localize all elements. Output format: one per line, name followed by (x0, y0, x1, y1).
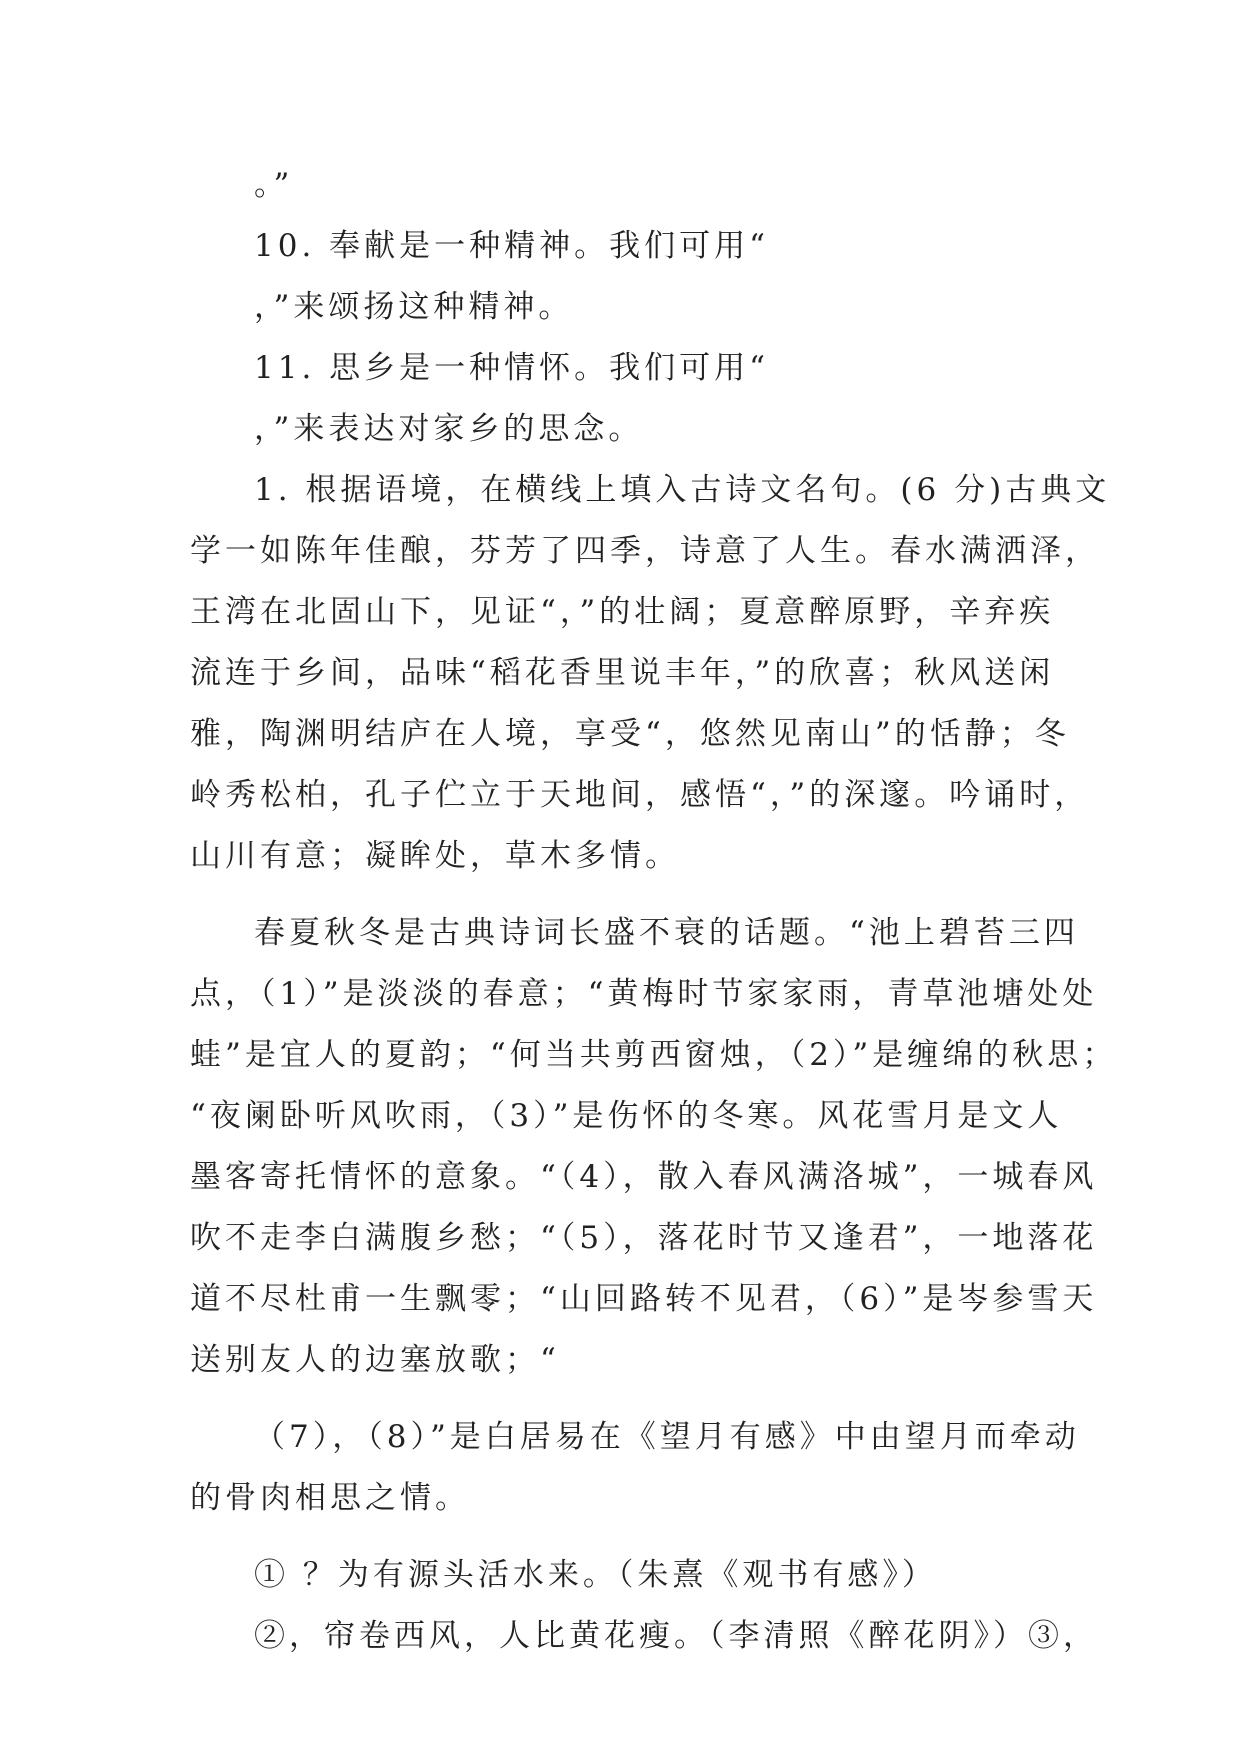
paragraph-gap (190, 1391, 1060, 1407)
text-line: 墨客寄托情怀的意象。“（4），散入春风满洛城”，一城春风 (190, 1159, 1098, 1195)
text-line: 流连于乡间，品味“稻花香里说丰年，”的欣喜；秋风送闲 (190, 655, 1055, 691)
text-line: （7），（8）”是白居易在《望月有感》中由望月而牵动 (254, 1419, 1080, 1455)
item-1-line: ① ？为有源头活水来。（朱熹《观书有感》） (254, 1557, 937, 1593)
text-line: 雅，陶渊明结庐在人境，享受“，悠然见南山”的恬静；冬 (190, 716, 1070, 752)
text-line: 道不尽杜甫一生飘零；“山回路转不见君，（6）”是岑参雪天 (190, 1281, 1098, 1317)
text-line: 。” (254, 167, 294, 203)
question-1-line: 1. 根据语境，在横线上填入古诗文名句。(6 分)古典文 (254, 472, 1111, 508)
text-line: “夜阑卧听风吹雨，（3）”是伤怀的冬寒。风花雪月是文人 (190, 1098, 1063, 1134)
question-10-line: 10. 奉献是一种精神。我们可用“ (254, 228, 770, 264)
text-line: 学一如陈年佳酿，芬芳了四季，诗意了人生。春水满洒泽， (190, 533, 1100, 569)
text-line: 吹不走李白满腹乡愁；“（5），落花时节又逢君”，一地落花 (190, 1220, 1098, 1256)
text-line: 的骨肉相思之情。 (190, 1480, 470, 1516)
paragraph-gap (190, 1529, 1060, 1545)
document-body (190, 155, 1118, 1667)
text-line: ，”来颂扬这种精神。 (254, 289, 574, 325)
text-line: 山川有意；凝眸处，草木多情。 (190, 838, 680, 874)
question-11-line: 11. 思乡是一种情怀。我们可用“ (254, 350, 770, 386)
text-line: ，”来表达对家乡的思念。 (254, 411, 644, 447)
text-line: 送别友人的边塞放歌；“ (190, 1342, 560, 1378)
text-line: 蛙”是宜人的夏韵；“何当共剪西窗烛，（2）”是缠绵的秋思； (190, 1037, 1118, 1073)
text-line: 岭秀松柏，孔子伫立于天地间，感悟“，”的深邃。吟诵时， (190, 777, 1090, 813)
paragraph-gap (190, 887, 1060, 903)
text-line: 点，（1）”是淡淡的春意；“黄梅时节家家雨，青草池塘处处 (190, 976, 1098, 1012)
paragraph-start-line: 春夏秋冬是古典诗词长盛不衰的话题。“池上碧苔三四 (254, 915, 1079, 951)
text-line: 王湾在北固山下，见证“，”的壮阔；夏意醉原野，辛弃疾 (190, 594, 1055, 630)
item-2-line: ②，帘卷西风，人比黄花瘦。（李清照《醉花阴》）③， (254, 1618, 1098, 1654)
